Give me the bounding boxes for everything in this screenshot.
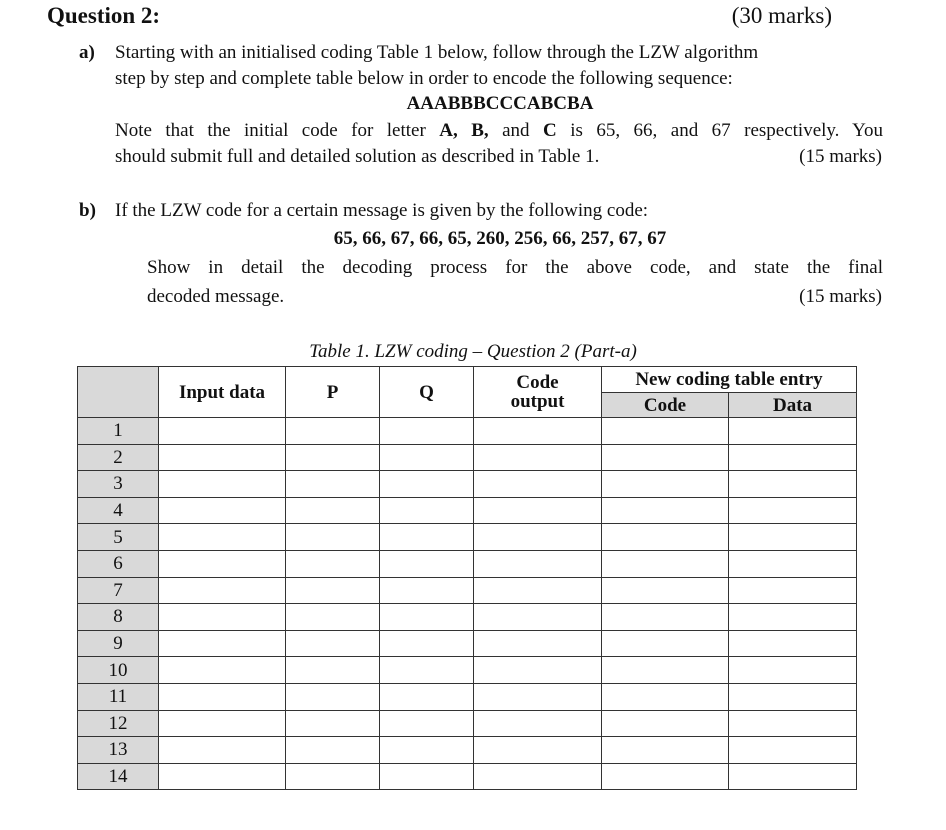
note-letter-a: A, xyxy=(439,120,458,141)
row-number: 5 xyxy=(78,524,159,551)
new-data-cell[interactable] xyxy=(729,471,857,498)
note-text-1: Note that the initial code for letter xyxy=(115,120,440,141)
input-data-header: Input data xyxy=(159,367,286,418)
row-number: 1 xyxy=(78,418,159,445)
part-b-line-4: decoded message. xyxy=(147,286,285,307)
q-cell[interactable] xyxy=(380,524,474,551)
part-b-line-3: Show in detail the decoding process for the above code, and state the final xyxy=(147,257,883,278)
q-cell[interactable] xyxy=(380,710,474,737)
part-a-note xyxy=(115,120,883,142)
note-letter-b: B, xyxy=(471,120,489,141)
row-number: 11 xyxy=(78,683,159,710)
code-output-cell[interactable] xyxy=(474,444,602,471)
table-row xyxy=(78,497,857,524)
p-cell[interactable] xyxy=(286,763,380,790)
input-data-cell[interactable] xyxy=(159,550,286,577)
p-cell[interactable] xyxy=(286,604,380,631)
p-cell[interactable] xyxy=(286,683,380,710)
p-cell[interactable] xyxy=(286,471,380,498)
input-data-cell[interactable] xyxy=(159,683,286,710)
part-a-line-5: should submit full and detailed solution as described in Table 1. xyxy=(115,146,600,167)
new-code-cell[interactable] xyxy=(602,471,729,498)
input-data-cell[interactable] xyxy=(159,524,286,551)
question-title: Question 2: xyxy=(47,3,161,28)
input-data-cell[interactable] xyxy=(159,471,286,498)
p-cell[interactable] xyxy=(286,630,380,657)
q-cell[interactable] xyxy=(380,604,474,631)
row-number: 3 xyxy=(78,471,159,498)
part-a-line-2: step by step and complete table below in order to encode the following sequence: xyxy=(115,68,733,89)
q-cell[interactable] xyxy=(380,471,474,498)
input-data-cell[interactable] xyxy=(159,630,286,657)
row-number: 8 xyxy=(78,604,159,631)
new-code-cell[interactable] xyxy=(602,657,729,684)
row-number: 12 xyxy=(78,710,159,737)
note-text-2 xyxy=(458,120,471,141)
new-data-cell[interactable] xyxy=(729,604,857,631)
input-data-cell[interactable] xyxy=(159,418,286,445)
table-row xyxy=(78,604,857,631)
table-row xyxy=(78,550,857,577)
q-cell[interactable] xyxy=(380,630,474,657)
q-cell[interactable] xyxy=(380,737,474,764)
new-data-cell[interactable] xyxy=(729,763,857,790)
encode-sequence: AAABBBCCCABCBA xyxy=(406,93,594,114)
new-data-cell[interactable] xyxy=(729,550,857,577)
table-row xyxy=(78,471,857,498)
part-b-marks: (15 marks) xyxy=(799,286,882,307)
row-number: 6 xyxy=(78,550,159,577)
new-code-cell[interactable] xyxy=(602,550,729,577)
code-output-cell[interactable] xyxy=(474,497,602,524)
table-row xyxy=(78,444,857,471)
row-number: 2 xyxy=(78,444,159,471)
part-b-label: b) xyxy=(79,200,96,221)
row-number: 14 xyxy=(78,763,159,790)
input-data-cell[interactable] xyxy=(159,497,286,524)
code-output-header-line-1: Code xyxy=(516,372,559,393)
new-data-cell[interactable] xyxy=(729,418,857,445)
p-cell[interactable] xyxy=(286,657,380,684)
q-cell[interactable] xyxy=(380,550,474,577)
row-number: 10 xyxy=(78,657,159,684)
code-output-cell[interactable] xyxy=(474,471,602,498)
code-output-cell[interactable] xyxy=(474,418,602,445)
p-cell[interactable] xyxy=(286,497,380,524)
q-cell[interactable] xyxy=(380,418,474,445)
part-b-line-1: If the LZW code for a certain message is given by the following code: xyxy=(115,200,649,221)
p-cell[interactable] xyxy=(286,524,380,551)
code-output-cell[interactable] xyxy=(474,683,602,710)
code-output-header-line-2: output xyxy=(510,391,565,412)
code-output-header xyxy=(474,367,602,418)
table-row xyxy=(78,737,857,764)
new-code-cell[interactable] xyxy=(602,524,729,551)
table-row xyxy=(78,657,857,684)
new-code-cell[interactable] xyxy=(602,604,729,631)
new-data-cell[interactable] xyxy=(729,444,857,471)
new-data-cell[interactable] xyxy=(729,710,857,737)
p-cell[interactable] xyxy=(286,710,380,737)
q-cell[interactable] xyxy=(380,444,474,471)
new-code-cell[interactable] xyxy=(602,710,729,737)
note-letter-c: C xyxy=(543,120,557,141)
table-row xyxy=(78,630,857,657)
p-cell[interactable] xyxy=(286,444,380,471)
input-data-cell[interactable] xyxy=(159,657,286,684)
q-cell[interactable] xyxy=(380,577,474,604)
row-number: 7 xyxy=(78,577,159,604)
code-output-cell[interactable] xyxy=(474,763,602,790)
input-data-cell[interactable] xyxy=(159,710,286,737)
table-row xyxy=(78,763,857,790)
q-cell[interactable] xyxy=(380,497,474,524)
new-code-cell[interactable] xyxy=(602,577,729,604)
new-data-cell[interactable] xyxy=(729,524,857,551)
new-code-cell[interactable] xyxy=(602,497,729,524)
new-code-cell[interactable] xyxy=(602,418,729,445)
p-cell[interactable] xyxy=(286,550,380,577)
code-output-cell[interactable] xyxy=(474,604,602,631)
new-entry-data-header: Data xyxy=(729,393,857,418)
lzw-coding-table xyxy=(77,366,857,790)
p-cell[interactable] xyxy=(286,737,380,764)
note-text-4: is 65, 66, and 67 respectively. You xyxy=(556,120,883,141)
code-output-cell[interactable] xyxy=(474,524,602,551)
row-number: 4 xyxy=(78,497,159,524)
new-code-cell[interactable] xyxy=(602,444,729,471)
part-a-line-1: Starting with an initialised coding Table 1 below, follow through the LZW algorithm xyxy=(115,42,759,63)
new-data-cell[interactable] xyxy=(729,683,857,710)
note-text-3: and xyxy=(488,120,543,141)
part-a-label: a) xyxy=(79,42,95,63)
code-output-cell[interactable] xyxy=(474,577,602,604)
p-header: P xyxy=(286,367,380,418)
code-output-cell[interactable] xyxy=(474,657,602,684)
new-data-cell[interactable] xyxy=(729,737,857,764)
lzw-code-sequence: 65, 66, 67, 66, 65, 260, 256, 66, 257, 67, 67 xyxy=(333,228,667,249)
table-row xyxy=(78,418,857,445)
input-data-cell[interactable] xyxy=(159,577,286,604)
new-code-cell[interactable] xyxy=(602,630,729,657)
new-entry-code-header: Code xyxy=(602,393,729,418)
table-row xyxy=(78,577,857,604)
table-row xyxy=(78,524,857,551)
code-output-cell[interactable] xyxy=(474,737,602,764)
new-data-cell[interactable] xyxy=(729,630,857,657)
question-marks: (30 marks) xyxy=(731,3,832,28)
new-code-cell[interactable] xyxy=(602,737,729,764)
input-data-cell[interactable] xyxy=(159,763,286,790)
row-number: 13 xyxy=(78,737,159,764)
row-number-header xyxy=(78,367,159,418)
table-row xyxy=(78,683,857,710)
code-output-cell[interactable] xyxy=(474,710,602,737)
p-cell[interactable] xyxy=(286,577,380,604)
input-data-cell[interactable] xyxy=(159,444,286,471)
new-entry-header: New coding table entry xyxy=(602,367,857,393)
table-caption: Table 1. LZW coding – Question 2 (Part-a) xyxy=(309,341,637,362)
input-data-cell[interactable] xyxy=(159,604,286,631)
code-output-cell[interactable] xyxy=(474,550,602,577)
q-cell[interactable] xyxy=(380,657,474,684)
q-header: Q xyxy=(380,367,474,418)
new-data-cell[interactable] xyxy=(729,497,857,524)
part-a-marks: (15 marks) xyxy=(799,146,882,167)
table-row xyxy=(78,710,857,737)
code-output-cell[interactable] xyxy=(474,630,602,657)
q-cell[interactable] xyxy=(380,763,474,790)
new-code-cell[interactable] xyxy=(602,763,729,790)
row-number: 9 xyxy=(78,630,159,657)
q-cell[interactable] xyxy=(380,683,474,710)
p-cell[interactable] xyxy=(286,418,380,445)
new-data-cell[interactable] xyxy=(729,577,857,604)
input-data-cell[interactable] xyxy=(159,737,286,764)
new-data-cell[interactable] xyxy=(729,657,857,684)
new-code-cell[interactable] xyxy=(602,683,729,710)
